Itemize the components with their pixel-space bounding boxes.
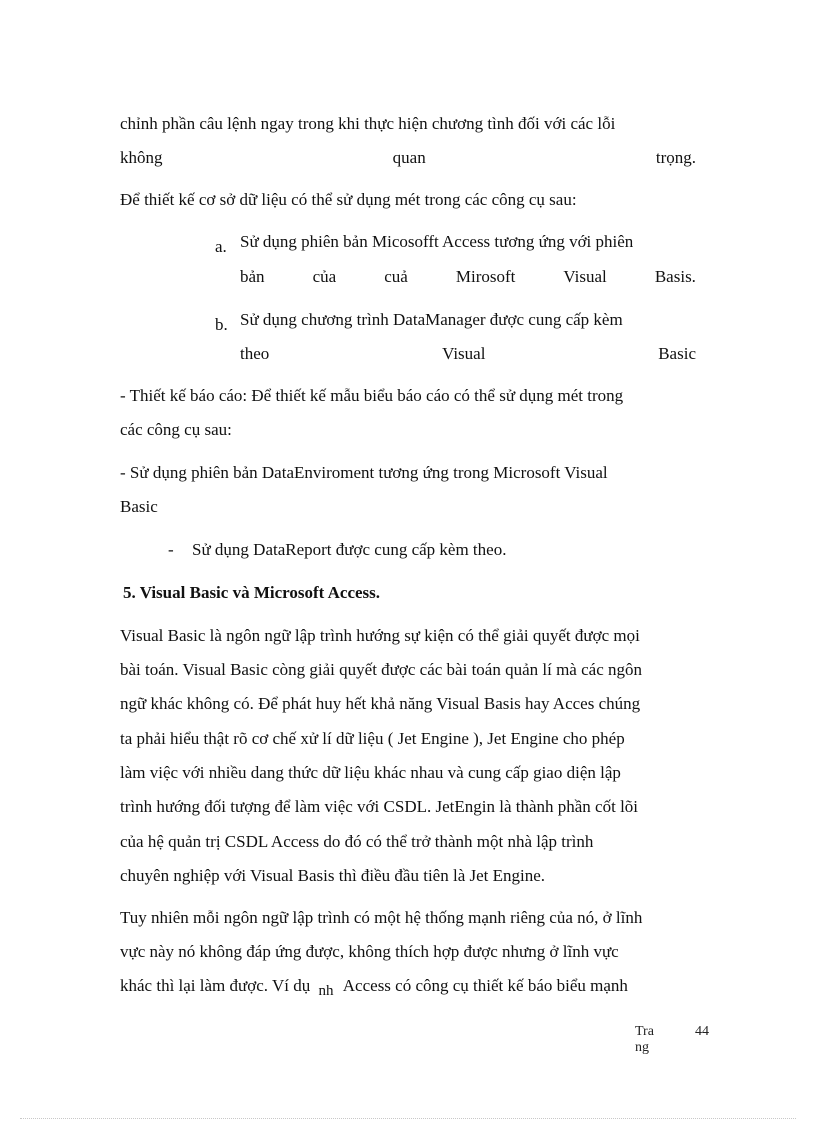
list-item-a-line2 [240, 266, 696, 288]
word: Visual [563, 267, 607, 286]
paragraph-line: vực này nó không đáp ứng được, không thích hợp được nhưng ở lĩnh vực [120, 942, 619, 961]
text-line: Để thiết kế cơ sở dữ liệu có thể sử dụng mét trong các công cụ sau: [120, 190, 577, 209]
word: Basis. [654, 267, 696, 286]
list-item-b-line2 [240, 343, 696, 365]
text-line-justified [120, 147, 696, 169]
list-marker-b: b. [215, 315, 228, 334]
page-bottom-dotted-border [20, 1118, 796, 1119]
word: không [120, 148, 163, 167]
word: cuả [384, 267, 408, 286]
text-span-lowered: nh [318, 983, 334, 999]
paragraph-line: Visual Basic là ngôn ngữ lập trình hướng sự kiện có thể giải quyết được mọi [120, 626, 640, 645]
paragraph-line: của hệ quản trị CSDL Access do đó có thể trở thành một nhà lập trình [120, 832, 594, 851]
footer-label-part1: Tra [635, 1024, 654, 1039]
paragraph-line: bài toán. Visual Basic còng giải quyết được các bài toán quản lí mà các ngôn [120, 660, 642, 679]
word: quan [392, 148, 426, 167]
word: bản [240, 267, 265, 286]
word: Visual [442, 344, 486, 363]
paragraph-line [120, 975, 628, 998]
text-line: Sử dụng DataReport được cung cấp kèm theo. [192, 540, 507, 559]
paragraph-line: ta phải hiểu thật rõ cơ chế xử lí dữ liệu ( Jet Engine ), Jet Engine cho phép [120, 729, 625, 748]
word: Mirosoft [455, 267, 516, 286]
list-item-b-line1: Sử dụng chương trình DataManager được cung cấp kèm [240, 310, 623, 329]
word: trọng. [655, 148, 696, 167]
text-span: khác thì lại làm được. Ví dụ [120, 976, 311, 995]
paragraph-line: Tuy nhiên mỗi ngôn ngữ lập trình có một hệ thống mạnh riêng của nó, ở lĩnh [120, 908, 643, 927]
list-marker-a: a. [215, 237, 227, 256]
paragraph-line: chuyên nghiệp với Visual Basis thì điều đầu tiên là Jet Engine. [120, 866, 546, 885]
section-heading: 5. Visual Basic và Microsoft Access. [123, 583, 381, 602]
list-item-a-line1: Sử dụng phiên bản Micosofft Access tương ứng với phiên [240, 232, 634, 251]
footer-label-part2: ng [635, 1040, 649, 1055]
word: theo [240, 344, 270, 363]
text-line: Basic [120, 497, 158, 516]
text-line: các công cụ sau: [120, 420, 232, 439]
text-line: chỉnh phần câu lệnh ngay trong khi thực hiện chương tình đối với các lỗi [120, 114, 616, 133]
text-span: Access có công cụ thiết kế báo biểu mạnh [342, 976, 628, 995]
word: của [312, 267, 337, 286]
page-number: 44 [695, 1024, 709, 1039]
paragraph-line: ngữ khác không có. Để phát huy hết khả năng Visual Basis hay Acces chúng [120, 694, 641, 713]
text-line: - Thiết kế báo cáo: Để thiết kế mẫu biểu báo cáo có thể sử dụng mét trong [120, 386, 624, 405]
paragraph-line: làm việc với nhiều dang thức dữ liệu khác nhau và cung cấp giao diện lập [120, 763, 621, 782]
text-line: - Sử dụng phiên bản DataEnviroment tương ứng trong Microsoft Visual [120, 463, 608, 482]
dash-marker: - [168, 540, 174, 559]
paragraph-line: trình hướng đối tượng để làm việc với CSDL. JetEngin là thành phần cốt lõi [120, 797, 639, 816]
word: Basic [658, 344, 696, 363]
